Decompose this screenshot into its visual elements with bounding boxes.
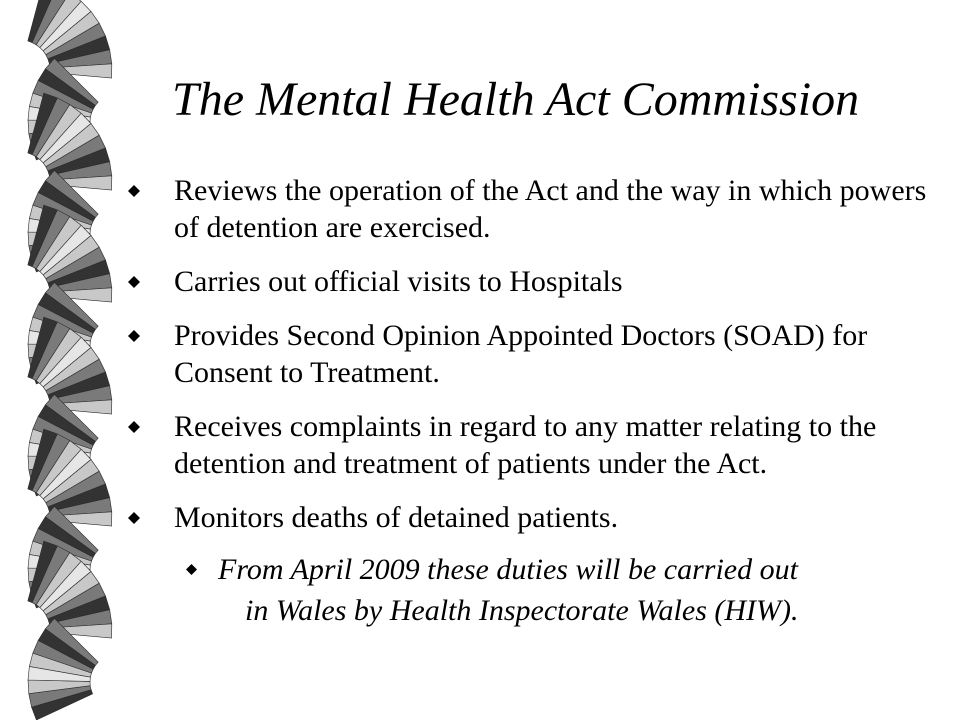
bullet-item (128, 499, 928, 536)
spiral-ring (28, 0, 112, 78)
spiral-ring (28, 429, 112, 526)
bullet-text: Receives complaints in regard to any matter relating to the detention and treatment of patients under the Act. (174, 410, 877, 480)
spiral-binding-decoration (0, 0, 130, 720)
bullet-item (128, 317, 928, 391)
spiral-ring (28, 205, 112, 302)
diamond-bullet-icon (128, 330, 140, 342)
spiral-ring (28, 93, 112, 190)
bullet-text: Provides Second Opinion Appointed Doctors (SOAD) for Consent to Treatment. (174, 319, 868, 389)
bullet-text: Carries out official visits to Hospitals (174, 265, 623, 298)
bullet-item (128, 263, 928, 300)
diamond-bullet-icon (128, 276, 140, 288)
bullet-text: Reviews the operation of the Act and the way in which powers of detention are exercised. (174, 174, 927, 244)
bullet-list (128, 172, 928, 631)
sub-bullet-line-2: in Wales by Health Inspectorate Wales (HIW). (245, 594, 799, 627)
spiral-ring (28, 317, 112, 414)
diamond-bullet-icon (128, 185, 140, 197)
bullet-item (128, 172, 928, 246)
diamond-bullet-icon (186, 564, 197, 575)
diamond-bullet-icon (128, 421, 140, 433)
bullet-text: Monitors deaths of detained patients. (174, 501, 619, 534)
spiral-ring (28, 541, 112, 638)
diamond-bullet-icon (128, 512, 140, 524)
bullet-item (128, 408, 928, 482)
sub-bullet-item (128, 549, 928, 631)
slide-title: The Mental Health Act Commission (172, 73, 860, 126)
sub-bullet-line-1: From April 2009 these duties will be carried out (218, 553, 798, 586)
